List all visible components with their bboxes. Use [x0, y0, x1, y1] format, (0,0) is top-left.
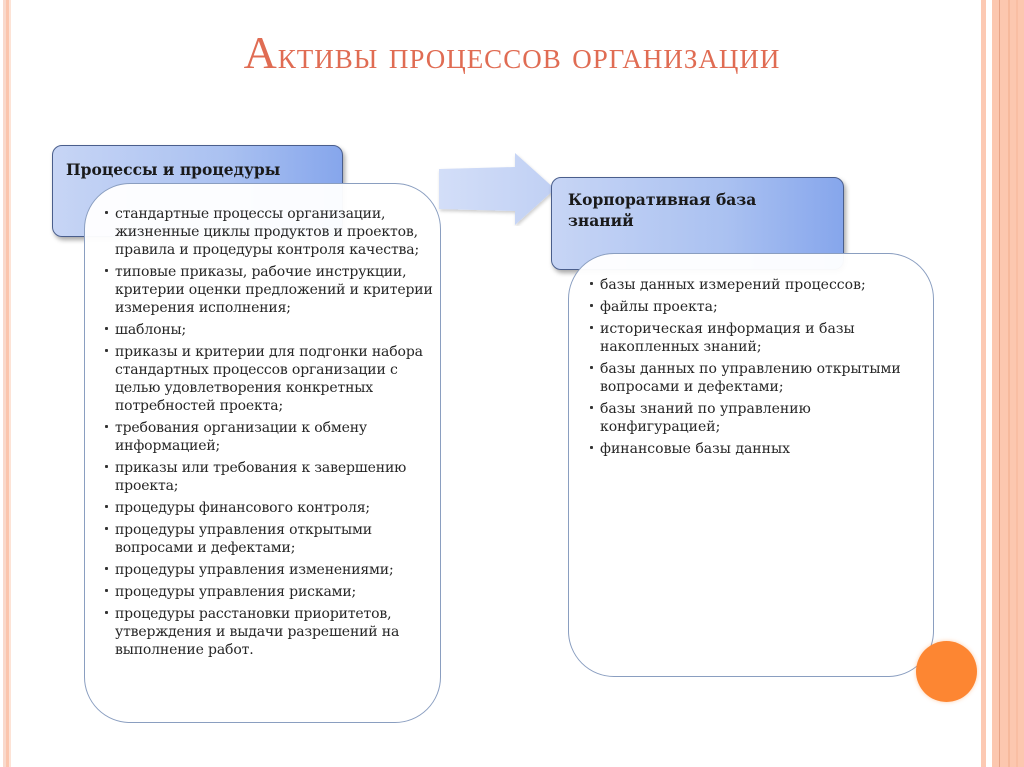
list-item: шаблоны;: [104, 321, 439, 339]
slide-title: [0, 26, 1024, 79]
list-item: процедуры управления открытыми вопросами и дефектами;: [104, 521, 439, 557]
list-item: базы знаний по управлению конфигурацией;: [589, 400, 934, 436]
list-item: базы данных по управлению открытыми вопросами и дефектами;: [589, 360, 934, 396]
list-item: процедуры управления изменениями;: [104, 561, 439, 579]
right-arrow-icon: [437, 153, 557, 226]
list-item: требования организации к обмену информацией;: [104, 419, 439, 455]
list-item: стандартные процессы организации, жизненные циклы продуктов и проектов, правила и процедуры контроля качества;: [104, 205, 439, 259]
list-item: приказы или требования к завершению проекта;: [104, 459, 439, 495]
right-border-stripe: [981, 0, 986, 767]
list-item: историческая информация и базы накопленных знаний;: [589, 320, 934, 356]
right-border-stripe: [1008, 0, 1010, 767]
list-item: файлы проекта;: [589, 298, 934, 316]
right-border-stripe: [999, 0, 1000, 767]
orange-circle-decoration-icon: [916, 641, 977, 702]
processes-header-label: Процессы и процедуры: [66, 160, 281, 179]
knowledge-base-list: [589, 276, 934, 462]
list-item: финансовые базы данных: [589, 440, 934, 458]
list-item: процедуры управления рисками;: [104, 583, 439, 601]
processes-list: [104, 205, 439, 663]
knowledge-base-header-label: Корпоративная база знаний: [568, 190, 757, 230]
list-item: приказы и критерии для подгонки набора стандартных процессов организации с целью удовлетворения конкретных потребностей проекта;: [104, 343, 439, 415]
slide-title-initial: А: [243, 27, 278, 78]
slide-title-rest: ктивы процессов организации: [277, 35, 781, 77]
list-item: типовые приказы, рабочие инструкции, критерии оценки предложений и критерии измерения исполнения;: [104, 263, 439, 317]
right-border-stripe: [1016, 0, 1018, 767]
list-item: процедуры расстановки приоритетов, утверждения и выдачи разрешений на выполнение работ.: [104, 605, 439, 659]
left-border-stripe: [9, 0, 11, 767]
list-item: базы данных измерений процессов;: [589, 276, 934, 294]
list-item: процедуры финансового контроля;: [104, 499, 439, 517]
